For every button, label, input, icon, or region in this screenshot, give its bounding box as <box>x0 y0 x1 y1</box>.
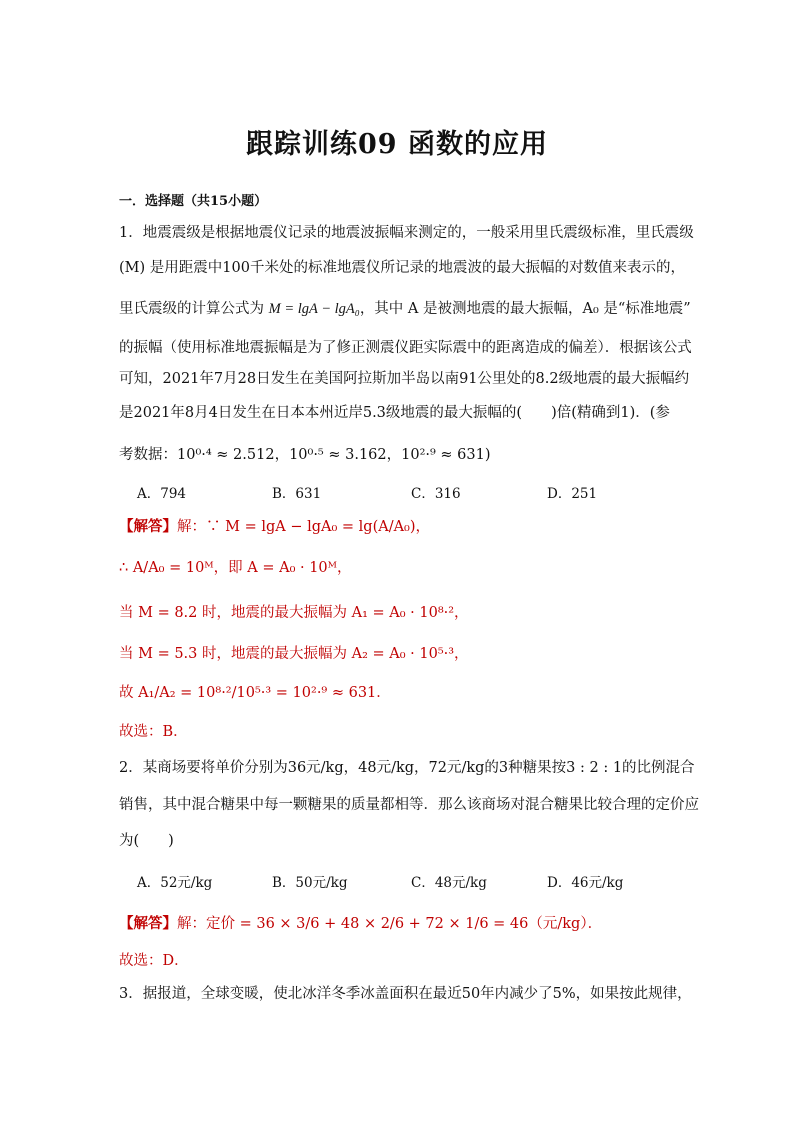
q1-answer-line-5 <box>119 681 391 702</box>
q1-answer-line-2 <box>119 556 352 577</box>
q1-line-6: 是2021年8月4日发生在日本本州近岸5.3级地震的最大振幅的( )倍(精确到1)．(参 <box>119 405 670 421</box>
q2-option-a: A．52元/kg <box>137 875 213 891</box>
q3-line-1: 3．据报道，全球变暖，使北冰洋冬季冰盖面积在最近50年内减少了5%，如果按此规律， <box>119 986 692 1002</box>
q1-answer-line-3: 当 M = 8.2 时，地震的最大振幅为 A₁ = A₀ · 10⁸·²， <box>119 605 469 621</box>
q1-answer-text-5: 故 A₁/A₂ = 10⁸·²/10⁵·³ = 10²·⁹ ≈ 631． <box>119 685 391 701</box>
q2-line-3: 为( ) <box>119 833 174 849</box>
q1-formula: M = lgA − lgA₀ <box>268 301 360 317</box>
q1-option-b: B．631 <box>272 486 322 502</box>
q1-line-1: 1．地震震级是根据地震仪记录的地震波振幅来测定的，一般采用里氏震级标准，里氏震级 <box>119 225 694 241</box>
q1-answer-text-1: 解：∵ M = lgA − lgA₀ = lg(A/A₀)， <box>177 519 431 535</box>
q1-answer-text-2: ∴ A/A₀ = 10ᴹ，即 A = A₀ · 10ᴹ， <box>119 560 352 576</box>
q1-line-7: 考数据：10⁰·⁴ ≈ 2.512，10⁰·⁵ ≈ 3.162，10²·⁹ ≈ 631) <box>119 447 491 463</box>
q2-option-d: D．46元/kg <box>547 875 624 891</box>
q2-line-2: 销售，其中混合糖果中每一颗糖果的质量都相等．那么该商场对混合糖果比较合理的定价应 <box>119 797 699 813</box>
section-heading: 一．选择题（共15小题） <box>119 194 268 209</box>
q1-option-d: D．251 <box>547 486 598 502</box>
q1-answer-line-1 <box>119 515 430 536</box>
q1-option-a: A．794 <box>137 486 187 502</box>
q1-option-c: C．316 <box>411 486 461 502</box>
q1-answer-choice: 故选：B． <box>119 724 188 740</box>
q2-answer-line-1 <box>119 912 602 933</box>
q1-line-3-text: 里氏震级的计算公式为 <box>119 301 269 317</box>
q1-line-2: (M) 是用距震中100千米处的标准地震仪所记录的地震波的最大振幅的对数值来表示的， <box>119 260 685 276</box>
q2-answer-text-1: 解：定价 = 36 × 3/6 + 48 × 2/6 + 72 × 1/6 = 46（元/kg）． <box>177 916 603 932</box>
q2-answer-label: 【解答】 <box>119 915 177 932</box>
q1-line-5: 可知，2021年7月28日发生在美国阿拉斯加半岛以南91公里处的8.2级地震的最大振幅约 <box>119 371 690 387</box>
page-title: 跟踪训练09 函数的应用 <box>246 129 548 160</box>
q1-answer-label: 【解答】 <box>119 518 177 535</box>
q1-line-3 <box>119 297 691 318</box>
q1-line-4: 的振幅（使用标准地震振幅是为了修正测震仪距实际震中的距离造成的偏差）．根据该公式 <box>119 340 692 356</box>
q2-option-b: B．50元/kg <box>272 875 348 891</box>
q1-answer-line-4: 当 M = 5.3 时，地震的最大振幅为 A₂ = A₀ · 10⁵·³， <box>119 646 469 662</box>
q2-answer-choice: 故选：D． <box>119 953 189 969</box>
q1-line-3-text-b: ，其中 A 是被测地震的最大振幅，A₀ 是“标准地震” <box>359 301 691 317</box>
q2-line-1: 2．某商场要将单价分别为36元/kg，48元/kg，72元/kg的3种糖果按3 : 2 : 1的比例混合 <box>119 760 695 776</box>
q2-option-c: C．48元/kg <box>411 875 487 891</box>
